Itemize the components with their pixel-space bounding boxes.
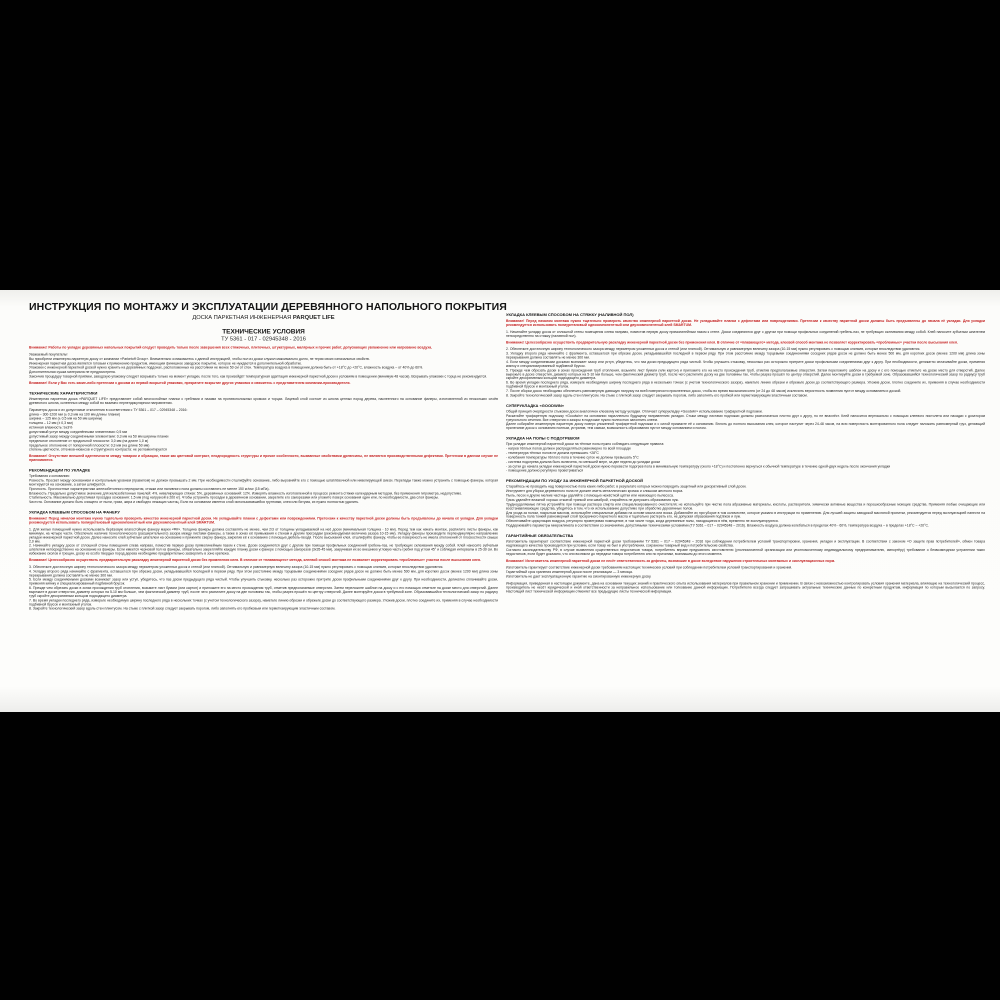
body-text: 3. Обеспечьте достаточную ширину технологического зазора между периметром уложенных досок и стеной (или плиткой). Оптимальную и равномерную величину зазора (10-15 мм) нужно регулировать с помощью клиньев, которые впоследствии удаляются. [29, 565, 444, 569]
spec-number: ТУ 5361 - 017 - 02945348 - 2016 [221, 336, 306, 342]
warning-text: Внимание! Целесообразно осуществить предварительную раскладку инженерной паркетной доски без применения клея. В отличие от «плавающего» метода, клеевой способ монтажа не позволяет корректировать «проблемные» участки после высыхания клея. [506, 340, 958, 345]
body-text: Гарантийный срок хранения инженерной доски после реализации — 3 месяца. [506, 570, 633, 575]
body-text: Обеспечивайте циркуляцию воздуха, регулярно проветривая помещение, в том числе тогда, когда деревянные полы, находящиеся в нём, временно не эксплуатируются. [506, 519, 779, 524]
body-text: 1. Начинайте укладку досок от сплошной стены помещения слева направо, поместив первую доску прямолинейным пазом к стене. Доски соединяются друг с другом при помощи профильных соединений гребень-паз, не требующих склеивания между собой. Клей наносите зубчатым шпателем непосредственно на стяжку (наливной пол). [506, 330, 985, 338]
body-text: Чистота. Основание должно быть очищено от пыли, грязи, жира и свободно лежащих частиц. Если на основании имеется слой использовавшейся грунтовки, клея или битума, их нужно полностью удалить. [29, 500, 360, 505]
body-text: Инженерная паркетная доска является готовым к применению продуктом, имеющим финишное заводское покрытие, которое не нуждается в дополнительной обработке. [29, 361, 302, 366]
body-text: - помещение должно регулярно проветриваться [506, 469, 584, 473]
body-text: 7. Во время укладки последнего ряда, измерьте необходимую ширину последнего ряда в нескольких точках (с учетом технологического зазора), наметьте линию обрезки и обрежьте доски до соответствующего размера. Уложив доски, плотно соедините их, применяя в случае необходимости подбивной брусок и монтажный уголок. [29, 598, 498, 607]
body-text: Изготовитель гарантирует соответствие инженерной доски требованиям настоящих технических условий при соблюдении потребителем условий транспортирования и хранения. [506, 566, 793, 570]
body-text: 8. Закройте технологический зазор вдоль стен плинтусом. На стыке с плиткой зазор следует закрывать порогом, либо заполнять его пробкой или герметизирующим эластичным составом. [506, 393, 808, 398]
spec-heading: ТЕХНИЧЕСКИЕ УСЛОВИЯ [222, 327, 305, 335]
body-text: истинная влажность: 9±3% [29, 426, 73, 430]
body-text: Стабильность. Максимально допустимая просадка основания: 1,5 мм (под нагрузкой в 200 кг). Чтобы устранить просадки в деревянном основании, закрепите его саморезами или уложите поверх основания один или, по необходимости, два слоя фанеры. [29, 496, 439, 500]
body-text: Дополнительная сушка материала не предусмотрена. [29, 370, 116, 375]
warning-text: Внимание! Перед началом монтажа нужно тщательно проверить качество инженерной паркетной доски. Не укладывайте планки с дефектами или повреждениями. Претензии к качеству паркетной доски должны быть предъявлены до начала её укладки. Для укладки рекомендуется использовать полиуретановый однокомпонентный или двухкомпонентный клей SMARTUM. [29, 517, 498, 525]
body-text: Поддерживайте параметры микроклимата в соответствии со значениями, допустимыми техническими условиями (ТУ 5361 – 017 – 02945348 – 2016). Влажность воздуха должна колебаться в пределах 40% - 60%, температура воздуха – в пределах +18°С – +20°С. [506, 524, 930, 528]
body-text: Инженерная паркетная доска «PARQUET LIFE» представляет собой многослойные планки с гребнями и пазами на противоположных кромках и торцах. Лицевой слой состоит из шпона ценных пород дерева, наклеенного на основание фанеры, изготовленной из нескольких слоёв древесного шпона, склеенных между собой во взаимно перпендикулярном направлении. [29, 397, 498, 405]
body-text: Закончив процедуру товарной приёмки, заводскую упаковку следует вскрывать только на момент укладки, после того, как произойдёт температурная адаптация инженерной паркетной доски к условиям в помещении (минимум 48 часов). Вскрывать упаковки с торца не рекомендуется. [29, 375, 488, 379]
document-title: ИНСТРУКЦИЯ ПО МОНТАЖУ И ЭКСПЛУАТАЦИИ ДЕРЕВЯННОГО НАПОЛЬНОГО ПОКРЫТИЯ [29, 301, 507, 313]
section-heading: УКЛАДКА НА ПОЛЫ С ПОДОГРЕВОМ [506, 436, 580, 441]
brand-name: PARQUET LIFE [292, 314, 335, 321]
body-text: ширина – 125 мм (± 0,5 мм на 50 мм ширины) [29, 417, 103, 421]
section-heading: ГАРАНТИЙНЫЕ ОБЯЗАТЕЛЬСТВА [506, 533, 574, 538]
section-heading: УКЛАДКА КЛЕЕВЫМ СПОСОБОМ НА ФАНЕРУ [29, 510, 120, 515]
section-heading: ТЕХНИЧЕСКИЕ ХАРАКТЕРИСТИКИ [29, 390, 98, 396]
body-text: Инструмент для уборки деревянного пола не должен иметь металлических кромок и слишком жесткого ворса. [506, 489, 684, 494]
right-column [506, 307, 985, 597]
body-text: - температура тёплых полов не должна превышать +28°С [506, 451, 599, 455]
body-text: Трудноудаляемые пятна устраняйте при помощи раствора спирта или специализированного очистителя; не используйте при чистке пола абразивные материалы, кислоты, растворители, химически активные вещества и порошкообразные моющие средства. Применяя любые очищающие или восстанавливающие средства, убедитесь в том, что их использование допустимо при обработке деревянных полов. [506, 502, 985, 511]
warning-text: Внимание! Работы по укладке деревянных напольных покрытий следует проводить только после завершения всех стяжечных, плиточных, штукатурных, малярных и прочих работ, допускающих увлажнение или нагревание воздуха. [29, 346, 433, 350]
document-content [0, 290, 1000, 712]
body-text: Далее собирайте инженерную паркетную доску поверх уложенной трафаретной подложки и с силой прижмите её к основанию. Вплоть до полного высыхания клея, которое наступит через 24-48 часов, на всю поверхность монтированного пола следует наложить равномерный груз, делающий прилегание досок к основанию полным, устранив, тем самым, возможность образования пустот между основанием и полом. [506, 422, 985, 431]
body-text: Влажность. Предельно допустимое значение для железобетонных панелей: 4%, нивелирующих стяжек: 5%, деревянных оснований: 12%. Измерять влажность изготовленной в процессе ремонта стяжки календарным методом, без применения гигрометра, недопустимо. [29, 491, 463, 496]
body-text: Прочность. Прочностные характеристики железобетонного перекрытия, стяжки или наливного пола должны составлять не менее 150 кг/см² (15 мПа). [29, 487, 270, 491]
body-text: Упаковки с инженерной паркетной доской нужно хранить на деревянных поддонах, расположенных на расстоянии не менее 50 см от стен. Температура воздуха в помещении должна быть от +18°С до +20°С, влажность воздуха – от 40% до 60%. [29, 366, 424, 370]
section-heading: УКЛАДКА КЛЕЕВЫМ СПОСОБОМ НА СТЯЖКУ (НАЛИВНОЙ ПОЛ) [506, 312, 634, 317]
warning-text: Внимание! Если у Вас есть какие-либо претензии к доскам из первой вскрытой упаковки, прекратите вскрытие других упаковок и свяжитесь с представителем компании-производителя. [29, 381, 351, 386]
body-text: - колебания температуры тёплого пола в течение суток не должны превышать 5°С [506, 455, 639, 460]
body-text: 2. Начинайте укладку досок от сплошной стены помещения слева направо, поместив первую доску прямолинейным пазом к стене. Доски соединяются друг с другом при помощи профильных соединений гребень-паз, не требующих склеивания между собой. Клей наносите зубчатым шпателем непосредственно на основание из фанеры. Если имеется черновой пол из фанеры, обязательно закрепляйте каждую планку доски к фанере с помощью саморезов (3х35-45 мм), закручивая их во внешнюю угловую часть гребня под углом 45° и соблюдая интервалы в 25-30 см. Во избежание сколов и трещин, доску из особо твердых пород дерева необходимо предварительно засверлить в зоне крепежа. [29, 544, 498, 556]
body-text: степень цветности, оттенков-нюансов и структурного контраста: не регламентируется [29, 448, 167, 452]
body-text: Пыль, песок и другие мелкие частицы удаляйте с помощью нежёсткой щётки или немоющего пылесоса. [506, 494, 674, 498]
section-heading: РЕКОМЕНДАЦИИ ПО УКЛАДКЕ [29, 468, 91, 473]
warning-text: Внимание! Отсутствие внешней идентичности между товаром и образцом, также как цветовой контраст, неоднородность структуры и прочие особенности, вызванные свойствами древесины, не являются производственными дефектами. Претензии в данном случае не принимаются. [29, 454, 498, 463]
body-text: Грязь удаляйте влажной хорошо отжатой тряпкой или шваброй, старайтесь не допускать образования луж. [506, 498, 679, 502]
warning-text: Внимание! Перед началом монтажа нужно тщательно проверить качество инженерной паркетной доски. Не укладывайте планки с дефектами или повреждениями. Претензии к качеству паркетной доски должны быть предъявлены до начала её укладки. Для укладки рекомендуется использовать полиуретановый однокомпонентный или двухкомпонентный клей SMARTUM. [506, 319, 985, 327]
body-text: предельное отклонение от поперечной плоскости: 0,3 мм (на длине 50 мм) [29, 443, 150, 448]
body-text: 2. Обеспечьте достаточную ширину технологического зазора между периметром уложенных досок и стеной (или плиткой). Оптимальную и равномерную величину зазора (10-15 мм) нужно регулировать с помощью клиньев, которые впоследствии удаляются. [506, 347, 921, 352]
body-text: 1. Для жилых помещений нужно использовать берёзовую влагостойкую фанеру марки «ФК». Толщина фанеры должна составлять не менее, чем 2/3 от толщины укладываемой на неё доски (минимальная толщина - 10 мм). Перед тем как начать монтаж, распилите листы фанеры, как минимум, на четыре части. Обеспечьте наличие технологического (расширительного) зазора между листами фанеры, а также в зонах её примыкания к стенам и другим преградам (рекомендуемая величина зазора 10-15 мм). Укладку фанеры производите перпендикулярно направлению укладки инженерной паркетной доски. Далее нанесите клей зубчатым шпателем на основание и прижмите сверху фанеру, закрепив её к основанию с помощью дюбель-гвоздя. После высыхания клея, отшлифуйте фанеру, чтобы ее поверхность не имела отклонений от плоскостности свыше 2,0 мм. [29, 527, 498, 544]
body-text: 5. Прежде чем обрезать доски в зонах прохождения труб отопления, возьмите лист бумаги (или картон) и приложите его на место прохождения труб, отметив предполагаемые отверстия. Затем переложите шаблон на доску и с его помощью отметьте на доске место для отверстий. Далее вырежьте в доске отверстия, диаметр которых на 5-10 мм больше, чем фактический диаметр труб, после чего распилите доску на две половины так, чтобы разрез прошёл по центру отверстий. Далее монтируйте доски в требуемой зоне. Образовавшийся технологический зазор по радиусу труб скройте декоративным кольцом подходящего диаметра. [506, 368, 985, 381]
warning-text: Внимание! Целесообразно осуществить предварительную раскладку инженерной паркетной доски без применения клея. В отличие от «плавающего» метода, клеевой способ монтажа не позволяет корректировать «проблемные» участки после высыхания клея. [29, 558, 481, 562]
document-page [0, 290, 1000, 712]
body-text: - за сутки до начала укладки инженерной паркетной доски нужно перевести подогрев пола в минимальную температуру (около +18°С) и постепенно вернуться к обычной температуре в течение одной-двух недель после окончания укладки [506, 464, 891, 469]
body-text: При укладке инженерной паркетной доски на тёплые полы нужно соблюдать следующие правила: [506, 442, 665, 447]
body-text: 6. Во время укладки последнего ряда, измерьте необходимую ширину последнего ряда в нескольких точках (с учетом технологического зазора), наметьте линию обрезки и обрежьте доски до соответствующего размера. Уложив доски, плотно соедините их, применяя в случае необходимости подбивной брусок и монтажный уголок. [506, 381, 985, 389]
body-text: предельное отклонение от продольной плоскости: 3,0 мм (на длине 1,0 м) [29, 439, 149, 443]
body-text: толщина – 12 мм (± 0,3 мм) [29, 421, 73, 426]
body-text: Согласно законодательству РФ, в случае выявления существенных недостатков товара, потребитель вправе предъявлять изготовителю (уполномоченной организации или уполномоченному индивидуальному предпринимателю, импортёру) требование о безвозмездном устранении таких недостатков, если будет доказано, что они возникли до передачи товара потребителю или по причинам, возникшим до этого момента. [506, 548, 985, 556]
body-text: длина – 300-1200 мм (± 0,3 мм на 100 мм длины планки) [29, 412, 120, 417]
body-text: Ровность. Просвет между основанием и контрольным уровнем (правилом) не должен превышать 2 мм. При необходимости отшлифуйте основание, либо выровняйте его с помощью шпатлёвочной или нивелирующей смеси. Перепады также можно устранить с помощью фанеры, которая монтируется на основание, а затем шлифуется. [29, 478, 498, 487]
body-text: Старайтесь не проводить над поверхностью пола каких-либо работ, в результате которых можно повредить защитный или декоративный слой доски. [506, 485, 747, 489]
body-text: Для ухода за полом, покрытым маслом, используйте специальные добавки на основе масла или воска. Добавляйте их при уборке в том количестве, которое указано в инструкции по применению. Для лучшей защиты заводской масляной пропитки, рекомендуется перед эксплуатацией нанести на поверхность пола тонкий равномерный слой прозрачного паркетного масла и тщательно растереть его, не допуская образования подтёков и луж. [506, 511, 985, 519]
body-text: допустимый зазор между соединёнными элементами: 0,3 мм на 50 мм ширины планки [29, 434, 169, 439]
subtitle-prefix: ДОСКА ПАРКЕТНАЯ ИНЖЕНЕРНАЯ [192, 314, 292, 321]
body-text: Параметры досок и их допустимые отклонения в соответствии с ТУ 5361 – 017 – 02945348 – 2016: [29, 408, 188, 412]
section-heading: РЕКОМЕНДАЦИИ ПО УХОДУ ЗА ИНЖЕНЕРНОЙ ПАРКЕТНОЙ ДОСКОЙ [506, 478, 644, 484]
body-text: 6. Прежде чем обрезать доски в зонах прохождения труб отопления, возьмите лист бумаги (или картон) и приложите его на место прохождения труб, отметив предполагаемые отверстия. Затем переложите шаблон на доску и с его помощью отметьте на доске место для отверстий. Далее вырежьте в доске отверстия, диаметр которых на 5-10 мм больше, чем фактический диаметр труб, после чего распилите доску на две половины так, чтобы разрез прошёл по центру отверстий. Далее монтируйте доски в требуемой зоне. Образовавшийся технологический зазор по радиусу труб скройте декоративным кольцом подходящего диаметра. [29, 586, 498, 598]
body-text: Требования к основанию: [29, 474, 70, 479]
document-header [29, 290, 507, 342]
body-text: 4. Укладку второго ряда начинайте с фрагмента, оставшегося при обрезке доски, укладывавшейся последней в первом ряду. При этом расстояние между торцевыми соединениями соседних рядов досок не должно быть менее 500 мм, для коротких досок (менее 1200 мм) длина зоны перекрывания должна составлять не менее 300 мм. [29, 569, 498, 578]
body-text: Информация, приведенная в настоящем документе, дана на основании текущих знаний и практического опыта использования материалов при правильном хранении и применении. В связи с невозможностью контролировать условия хранения материала, влияющие на технологический процесс, производитель не несёт юридической и иной ответственности за неправильное использование или толкование данной информации. Потребителю всегда следует запрашивать актуальные технические данные по конкретным продуктам, информация по которым высылается по запросу. Настоящий лист технической информации отменяет все предыдущие листы технической информации. [506, 581, 985, 594]
warning-text: Внимание! Изготовитель инженерной паркетной доски не несёт ответственность за дефекты, возникшие в доске вследствие нарушения строительных монтажных и эксплуатационных норм. [506, 559, 836, 563]
body-text: допустимый уступ между соединёнными элементами: 0,5 мм [29, 430, 127, 434]
body-text: 3. Укладку второго ряда начинайте с фрагмента, оставшегося при обрезке доски, укладывавшейся последней в первом ряду. При этом расстояние между торцевыми соединениями соседних рядов досок не должно быть менее 500 мм, для коротких досок (менее 1200 мм) длина зоны перекрывания должна составлять не менее 300 мм. [506, 352, 985, 360]
body-text: 4. Если между соединяемыми досками возникает зазор или уступ, убедитесь, что паз доски предыдущего ряда чистый. Чтобы улучшить стыковку, несколько раз осторожно притрите доски профильными соединениями друг к другу. При необходимости, деликатно сплачивайте доски, применяя киянку и специализированный подбивной брусок. [506, 360, 985, 368]
left-column-text [29, 346, 498, 611]
body-text: Раскатайте трафаретную подложку «Goodwin» на основании параллельно будущему направлению укладки. Стыки между листами подложки должны располагаться плотно друг к другу, но не внахлёст. Клей наносится вертикально с помощью клеевого пистолета или насадки с дозатором треугольного сечения. Все отверстия и зазоры в подложке нужно полностью заполнить клеем. [506, 414, 985, 422]
body-text: Изготовитель гарантирует соответствие инженерной паркетной доски требованиям ТУ 5361 – 017 – 02945348 – 2016 при соблюдении потребителем условий транспортировки, хранения, укладки и эксплуатации. В соответствии с законом «О защите прав потребителей», обмен товара надлежащего качества производится при условии, если товар не был в употреблении, сохранены товарный вид и потребительские свойства. [506, 540, 985, 548]
right-column-text [506, 313, 985, 594]
body-text: - система подогрева должна быть включена, по меньшей мере, за две недели до укладки доски [506, 460, 661, 464]
section-heading: СУПЕРУКЛАДКА «GOODWIN» [506, 403, 564, 408]
body-text: - нагрев тёплых полов должен распределяться равномерно по всей площади [506, 447, 631, 451]
body-text: Общий принцип очерёдности стыковки досок аналогичен клеевому методу укладки. Отличает суперукладку «Goodwin» использование трафаретной подложки. [506, 409, 763, 414]
document-subtitle [29, 315, 498, 321]
body-text: Вы приобрели инженерно-паркетную доску от компании «Parketoff Group». Внимательно ознакомьтесь с данной инструкцией, чтобы пол из доски служил максимально долго, не теряя своих изначальных свойств. [29, 357, 370, 361]
body-text: Изготовитель не дает эксплуатационную гарантию на смонтированную инженерную доску. [506, 575, 652, 579]
body-text: 8. Закройте технологический зазор вдоль стен плинтусом. На стыке с плиткой зазор следует закрывать порогом, либо заполнять его пробковым или герметизирующим эластичным составом. [29, 607, 336, 611]
body-text: 7. После сборки досок необходимо обеспечить равномерную давящую нагрузку на всей поверхности приклеенных досок, чтобы во время высыхания клея (от 24 до 48 часов) исключить вероятность появления пустот между основанием и доской. [506, 389, 902, 393]
left-column [29, 290, 507, 612]
body-text: Уважаемый покупатель! [29, 352, 68, 357]
body-text: 5. Если между соединяемыми досками возникает зазор или уступ, убедитесь, что паз доски предыдущего ряда чистый. Чтобы улучшить стыковку, несколько раз осторожно притрите доски профильными соединениями друг к другу. При необходимости, деликатно сплачивайте доски, применяя киянку и специализированный подбивной брусок. [29, 578, 498, 586]
